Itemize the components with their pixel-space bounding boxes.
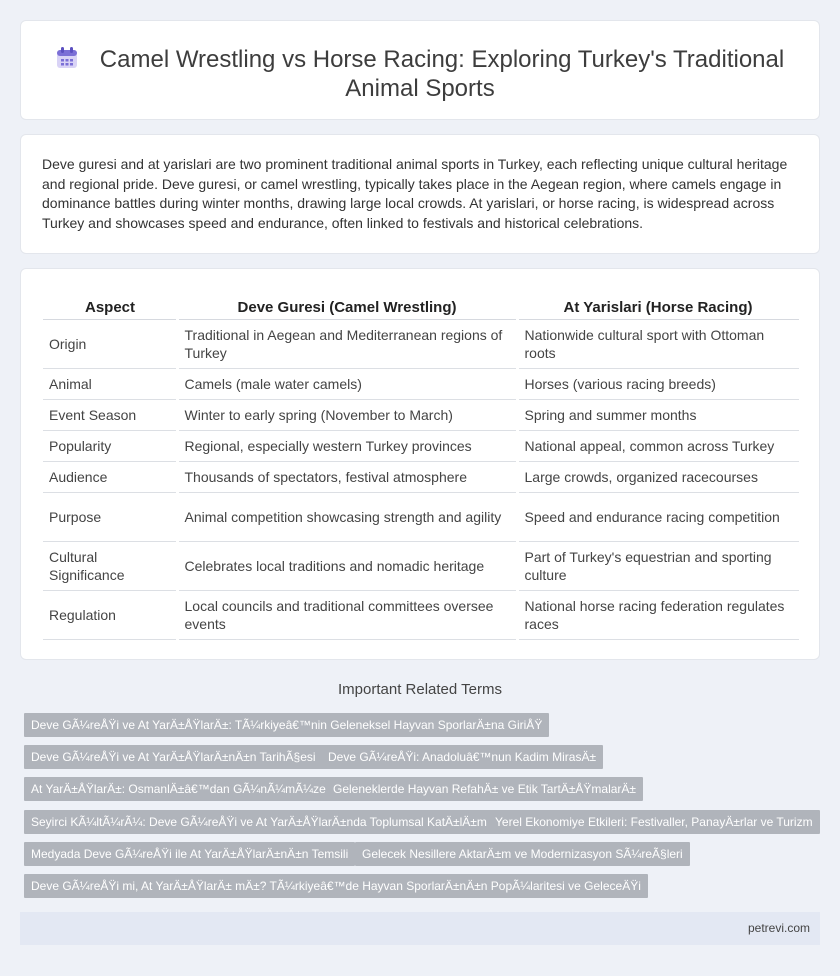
row-horse-value: Part of Turkey's equestrian and sporting culture (517, 541, 799, 590)
row-horse-value: Horses (various racing breeds) (517, 368, 799, 399)
table-row (43, 541, 799, 590)
table-row (43, 319, 799, 368)
row-horse-value: National appeal, common across Turkey (517, 430, 799, 461)
table-row (43, 492, 799, 541)
row-camel-value: Animal competition showcasing strength and agility (177, 492, 517, 541)
row-horse-value: Nationwide cultural sport with Ottoman roots (517, 319, 799, 368)
row-camel-value: Local councils and traditional committees oversee events (177, 590, 517, 639)
table-row (43, 590, 799, 639)
table-row (43, 368, 799, 399)
row-horse-value: Large crowds, organized racecourses (517, 461, 799, 492)
related-term-tag[interactable]: Deve GÃ¼reÅŸi: Anadoluâ€™nun Kadim MirasÄ± (321, 745, 603, 769)
footer-site-name: petrevi.com (747, 921, 810, 935)
row-aspect: Event Season (43, 399, 177, 430)
title-card (20, 20, 820, 120)
related-term-tag[interactable]: Yerel Ekonomiye Etkileri: Festivaller, PanayÄ±rlar ve Turizm (488, 810, 820, 834)
header-aspect: Aspect (43, 297, 177, 319)
row-horse-value: National horse racing federation regulates races (517, 590, 799, 639)
row-camel-value: Regional, especially western Turkey provinces (177, 430, 517, 461)
calendar-icon (56, 46, 78, 70)
row-aspect: Popularity (43, 430, 177, 461)
header-horse-racing: At Yarislari (Horse Racing) (517, 297, 799, 319)
related-term-tag[interactable]: Deve GÃ¼reÅŸi ve At YarÄ±ÅŸlarÄ±nÄ±n TarihÃ§esi (24, 745, 323, 769)
row-aspect: Origin (43, 319, 177, 368)
row-aspect: Audience (43, 461, 177, 492)
related-terms-heading: Important Related Terms (338, 681, 502, 698)
related-term-tag[interactable]: At YarÄ±ÅŸlarÄ±: OsmanlÄ±â€™dan GÃ¼nÃ¼mÃ¼ze (24, 777, 333, 801)
row-aspect: Regulation (43, 590, 177, 639)
row-horse-value: Speed and endurance racing competition (517, 492, 799, 541)
related-term-tag[interactable]: Medyada Deve GÃ¼reÅŸi ile At YarÄ±ÅŸlarÄ±nÄ±n Temsili (24, 842, 355, 866)
row-camel-value: Thousands of spectators, festival atmosphere (177, 461, 517, 492)
page-title (21, 45, 819, 103)
related-term-tag[interactable]: Gelecek Nesillere AktarÄ±m ve Modernizasyon SÃ¼reÃ§leri (355, 842, 690, 866)
row-camel-value: Traditional in Aegean and Mediterranean regions of Turkey (177, 319, 517, 368)
row-camel-value: Camels (male water camels) (177, 368, 517, 399)
header-camel-wrestling: Deve Guresi (Camel Wrestling) (177, 297, 517, 319)
footer (20, 912, 820, 945)
table-row (43, 399, 799, 430)
row-aspect: Purpose (43, 492, 177, 541)
related-term-tag[interactable]: Geleneklerde Hayvan RefahÄ± ve Etik TartÄ±ÅŸmalarÄ± (326, 777, 643, 801)
related-term-tag[interactable]: Deve GÃ¼reÅŸi mi, At YarÄ±ÅŸlarÄ± mÄ±? TÃ¼rkiyeâ€™de Hayvan SporlarÄ±nÄ±n PopÃ¼laritesi ve GeleceÄŸi (24, 874, 648, 898)
row-camel-value: Celebrates local traditions and nomadic heritage (177, 541, 517, 590)
comparison-card (20, 268, 820, 660)
comparison-table (43, 297, 799, 640)
table-row (43, 461, 799, 492)
intro-card (20, 134, 820, 254)
row-aspect: Animal (43, 368, 177, 399)
related-term-tag[interactable]: Deve GÃ¼reÅŸi ve At YarÄ±ÅŸlarÄ±: TÃ¼rkiyeâ€™nin Geleneksel Hayvan SporlarÄ±na GiriÅŸ (24, 713, 549, 737)
row-horse-value: Spring and summer months (517, 399, 799, 430)
row-aspect: Cultural Significance (43, 541, 177, 590)
row-camel-value: Winter to early spring (November to March) (177, 399, 517, 430)
related-term-tag[interactable]: Seyirci KÃ¼ltÃ¼rÃ¼: Deve GÃ¼reÅŸi ve At YarÄ±ÅŸlarÄ±nda Toplumsal KatÄ±lÄ±m (24, 810, 494, 834)
intro-paragraph: Deve guresi and at yarislari are two prominent traditional animal sports in Turkey, each reflecting unique cultural heritage and regional pride. Deve guresi, or camel wrestling, typically takes place in the Aegean region, where camels engage in dominance battles during winter months, drawing large local crowds. At yarislari, or horse racing, is widespread across Turkey and showcases speed and endurance, often linked to festivals and historical celebrations. (42, 156, 788, 231)
table-header-row (43, 297, 799, 319)
title-text: Camel Wrestling vs Horse Racing: Exploring Turkey's Traditional Animal Sports (99, 46, 785, 102)
table-row (43, 430, 799, 461)
